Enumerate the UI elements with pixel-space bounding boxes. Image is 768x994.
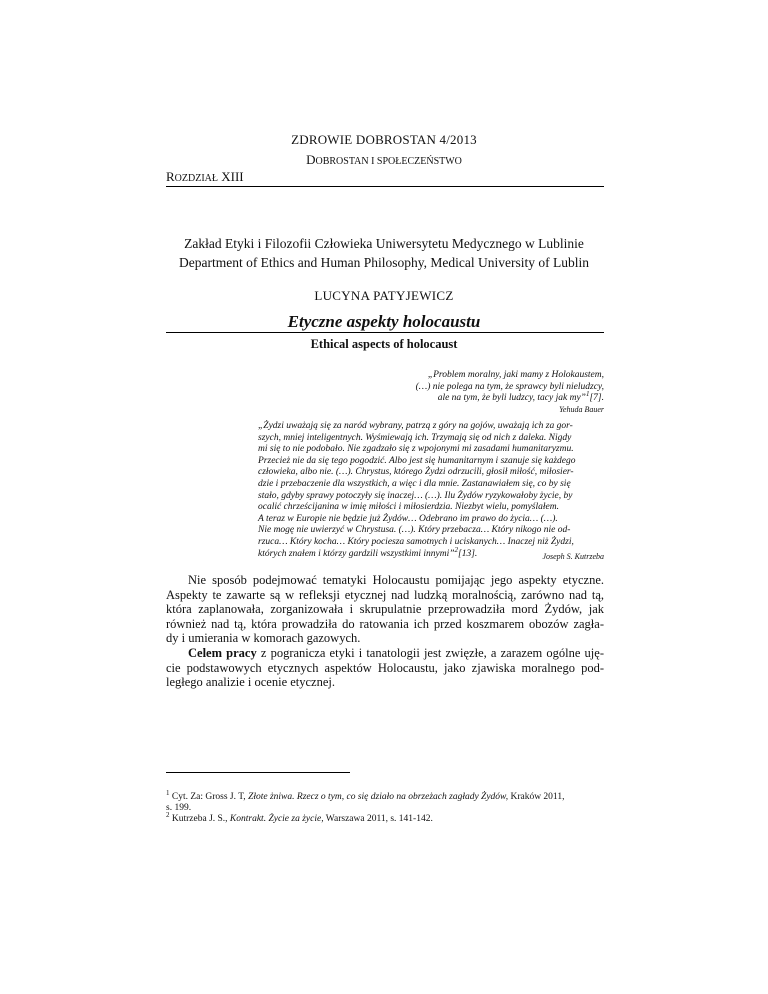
- quote-line: ale na tym, że byli ludzcy, tacy jak my”$^1$[7].: [437, 390, 604, 404]
- body-paragraph-2: [166, 646, 604, 690]
- footnote-2: [166, 810, 604, 825]
- journal-title: ZDROWIE DOBROSTAN 4/2013: [291, 132, 477, 147]
- quote-line: Przecież nie da się tego pogodzić. Albo jest się humanitarnym i szanuje się każdego: [258, 455, 576, 466]
- text-line: ległego analizie i ocenie etycznej.: [166, 675, 336, 690]
- quote-line: szych, mniej inteligentnych. Wyśmiewają ich. Trzymają się od nich z daleka. Nigdy: [258, 432, 572, 443]
- affiliation-english: Department of Ethics and Human Philosophy, Medical University of Lublin: [178, 255, 590, 270]
- quote-line: A teraz w Europie nie będzie już Żydów… Odebrano im prawo do życia… (…).: [258, 513, 558, 524]
- quote-line: ocalić chrześcijanina w imię miłości i miłosierdzia. Niezbyt wielu, pomyślałem.: [258, 502, 559, 513]
- quote-line: Nie mogę nie uwierzyć w Chrystusa. (…). Który przebacza… Który nikogo nie od-: [258, 525, 571, 536]
- footnote-line: s. 199.: [166, 803, 192, 813]
- article-title-english: Ethical aspects of holocaust: [310, 337, 458, 351]
- quote-line: rzuca… Który kocha… Który pociesza samotnych i uciskanych… Inaczej niż Żydzi,: [258, 536, 574, 547]
- quote-line: mi się to nie podobało. Nie zgadzało się z wpojonymi mi zasadami humanitaryzmu.: [258, 444, 574, 455]
- quote-line: człowieka, albo nie. (…). Chrystus, którego Żydzi odrzucili, głosił miłość, miłosier-: [258, 467, 574, 478]
- text-line: Aspekty te zawarte są w refleksji etycznej nad ludzką moralnością, zarówno nad tą,: [166, 587, 604, 602]
- journal-subtitle: DOBROSTAN I SPOŁECZEŃSTWO: [306, 152, 462, 167]
- text-line: Nie sposób podejmować tematyki Holocaustu pomijając jego aspekty etyczne.: [188, 573, 604, 587]
- epigraph-quote-1: [300, 370, 604, 405]
- title-divider: [166, 332, 604, 333]
- body-paragraph-1: [166, 573, 604, 646]
- footnote-line: $^1$ Cyt. Za: Gross J. T, Złote żniwa. Rzecz o tym, co się działo na obrzeżach zagłady Żydów, Kraków 2011,: [166, 788, 565, 802]
- quote-line: dzie i przebaczenie dla wszystkich, a więc i dla mnie. Zastanawiałem się, co by się: [258, 478, 571, 489]
- quote-line: stało, gdyby sprawy potoczyły się inaczej… (…). Ilu Żydów ryzykowałoby życie, by: [258, 490, 573, 501]
- affiliation-polish: Zakład Etyki i Filozofii Człowieka Uniwersytetu Medycznego w Lublinie: [184, 236, 584, 251]
- article-title-polish: Etyczne aspekty holocaustu: [287, 312, 481, 331]
- footnote-line: $^2$ Kutrzeba J. S., Kontrakt. Życie za życie, Warszawa 2011, s. 141-142.: [166, 810, 433, 824]
- footnote-ref: 1: [585, 390, 590, 399]
- text-line: również nad tą, która prowadziła do ratowania ich przed koszmarem obozów zagła-: [166, 616, 604, 631]
- epigraph-author-1: Yehuda Bauer: [559, 405, 604, 414]
- epigraph-quote-2: [258, 421, 604, 560]
- author-name: LUCYNA PATYJEWICZ: [314, 288, 454, 303]
- header-divider: [166, 186, 604, 187]
- quote-line: „Problem moralny, jaki mamy z Holokaustem,: [427, 370, 604, 380]
- text-line: dy i umierania w komorach gazowych.: [166, 631, 361, 646]
- quote-line: (…) nie polega na tym, że sprawcy byli nieludzcy,: [415, 381, 604, 392]
- footnote-divider: [166, 772, 350, 773]
- text-line: Celem pracy z pogranicza etyki i tanatologii jest zwięzłe, a zarazem ogólne uję-: [188, 646, 604, 660]
- epigraph-author-2: Joseph S. Kutrzeba: [542, 552, 604, 561]
- quote-line: „Żydzi uważają się za naród wybrany, patrzą z góry na gojów, uważają ich za gor-: [258, 421, 573, 431]
- text-line: cie podstawowych etycznych aspektów Holocaustu, jako zjawiska moralnego pod-: [166, 660, 604, 675]
- footnote-1: [166, 788, 604, 814]
- quote-line: których znałem i którzy gardzili wszystkimi innymi”$^2$[13].: [258, 545, 478, 559]
- footnote-ref: 2: [454, 545, 458, 554]
- emphasis-label: Celem pracy: [188, 646, 257, 660]
- chapter-label: ROZDZIAŁ XIII: [166, 169, 244, 184]
- text-line: która zaplanowała, zorganizowała i skrupulatnie przeprowadziła mord Żydów, jak: [166, 602, 604, 617]
